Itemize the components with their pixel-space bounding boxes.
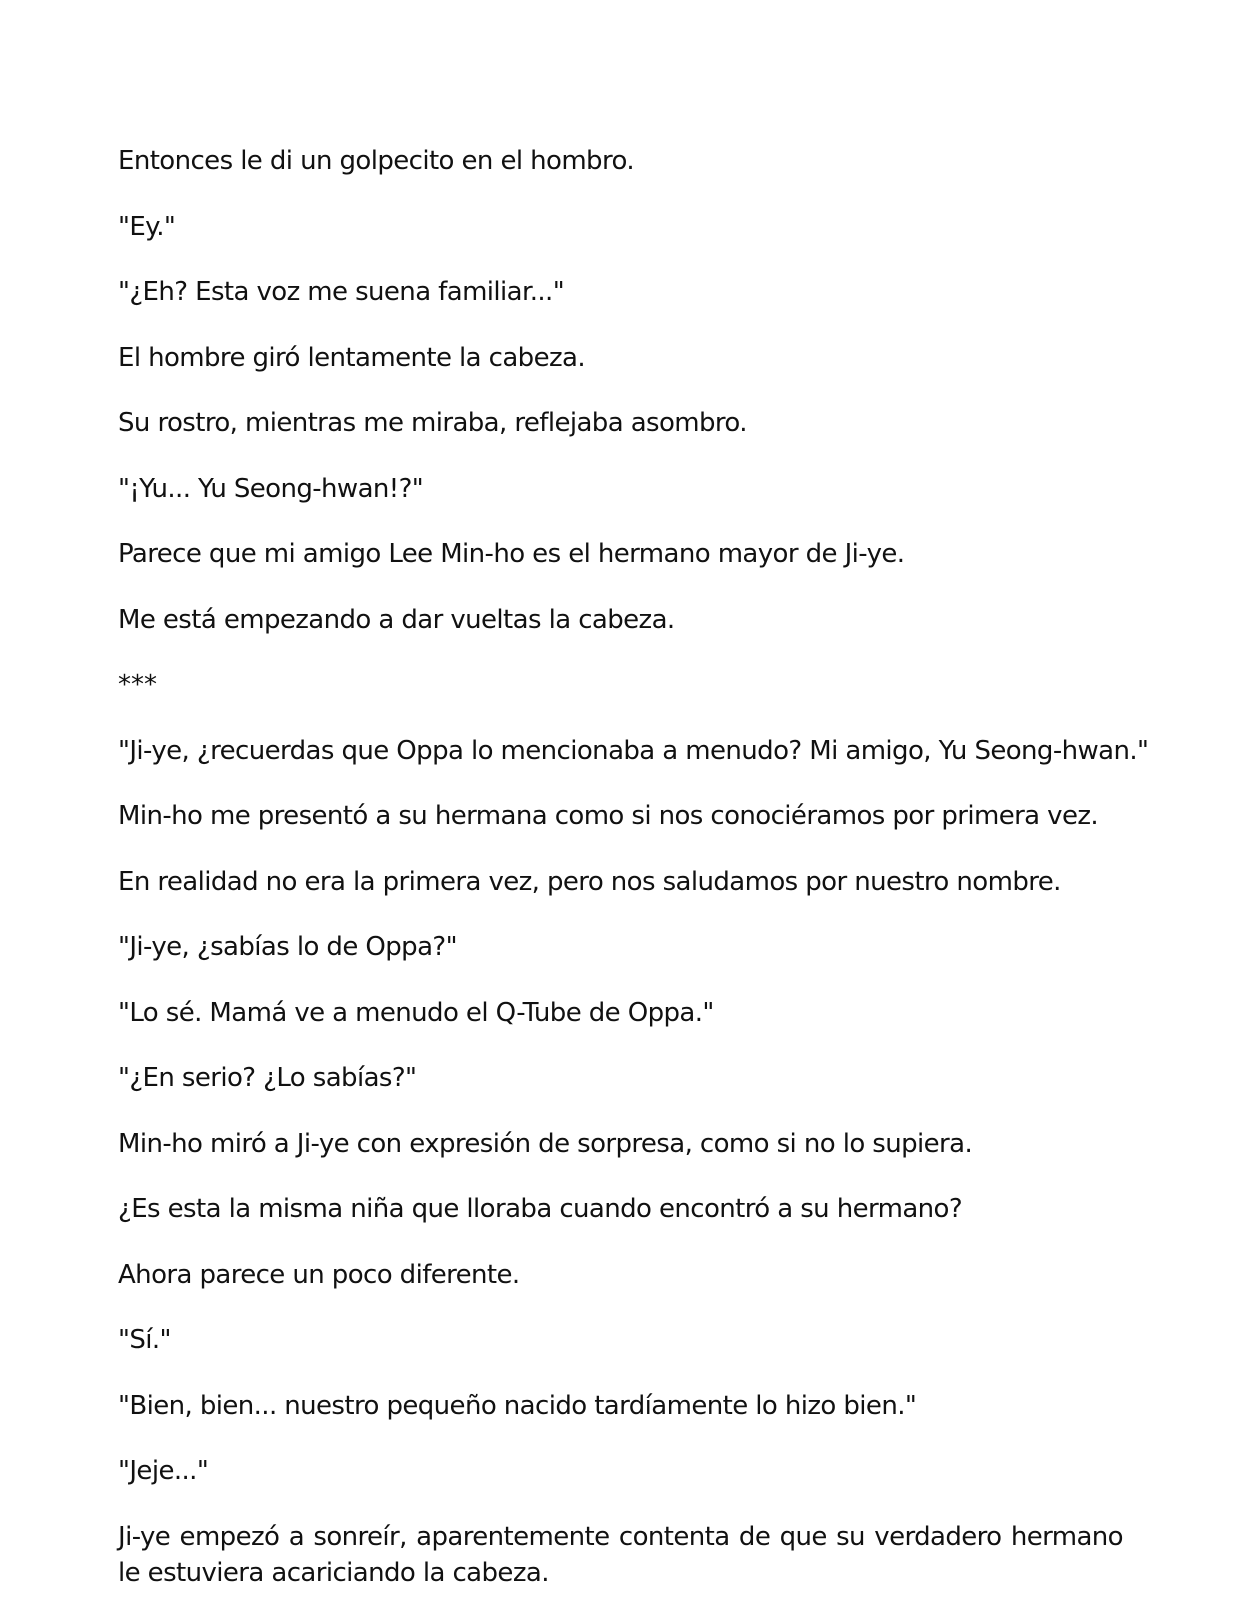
paragraph: "Lo sé. Mamá ve a menudo el Q-Tube de Oppa." xyxy=(118,997,714,1028)
paragraph: "Ji-ye, ¿recuerdas que Oppa lo mencionaba a menudo? Mi amigo, Yu Seong-hwan." xyxy=(118,735,1149,766)
paragraph: "¿Eh? Esta voz me suena familiar..." xyxy=(118,277,565,307)
paragraph: "Jeje..." xyxy=(118,1456,209,1486)
scene-separator: *** xyxy=(118,670,157,700)
paragraph: "Bien, bien... nuestro pequeño nacido tardíamente lo hizo bien." xyxy=(118,1390,917,1421)
paragraph: Su rostro, mientras me miraba, reflejaba asombro. xyxy=(118,408,747,438)
paragraph: Me está empezando a dar vueltas la cabeza. xyxy=(118,604,675,635)
paragraph: ¿Es esta la misma niña que lloraba cuando encontró a su hermano? xyxy=(118,1194,963,1224)
paragraph: Min-ho miró a Ji-ye con expresión de sorpresa, como si no lo supiera. xyxy=(118,1128,973,1159)
paragraph: "Ji-ye, ¿sabías lo de Oppa?" xyxy=(118,932,457,962)
paragraph: En realidad no era la primera vez, pero nos saludamos por nuestro nombre. xyxy=(118,866,1061,897)
document-body xyxy=(118,143,1149,1591)
paragraph: Parece que mi amigo Lee Min-ho es el hermano mayor de Ji-ye. xyxy=(118,539,905,569)
paragraph: Ahora parece un poco diferente. xyxy=(118,1259,520,1290)
paragraph: Ji-ye empezó a sonreír, aparentemente contenta de que su verdadero hermano le estuviera acariciando la cabeza. xyxy=(118,1521,1123,1588)
paragraph: El hombre giró lentamente la cabeza. xyxy=(118,342,586,373)
paragraph: Min-ho me presentó a su hermana como si nos conociéramos por primera vez. xyxy=(118,801,1099,831)
paragraph: "Sí." xyxy=(118,1325,171,1355)
paragraph: Entonces le di un golpecito en el hombro. xyxy=(118,146,634,176)
paragraph: "¿En serio? ¿Lo sabías?" xyxy=(118,1063,417,1093)
paragraph: "Ey." xyxy=(118,211,176,242)
paragraph: "¡Yu... Yu Seong-hwan!?" xyxy=(118,473,424,504)
